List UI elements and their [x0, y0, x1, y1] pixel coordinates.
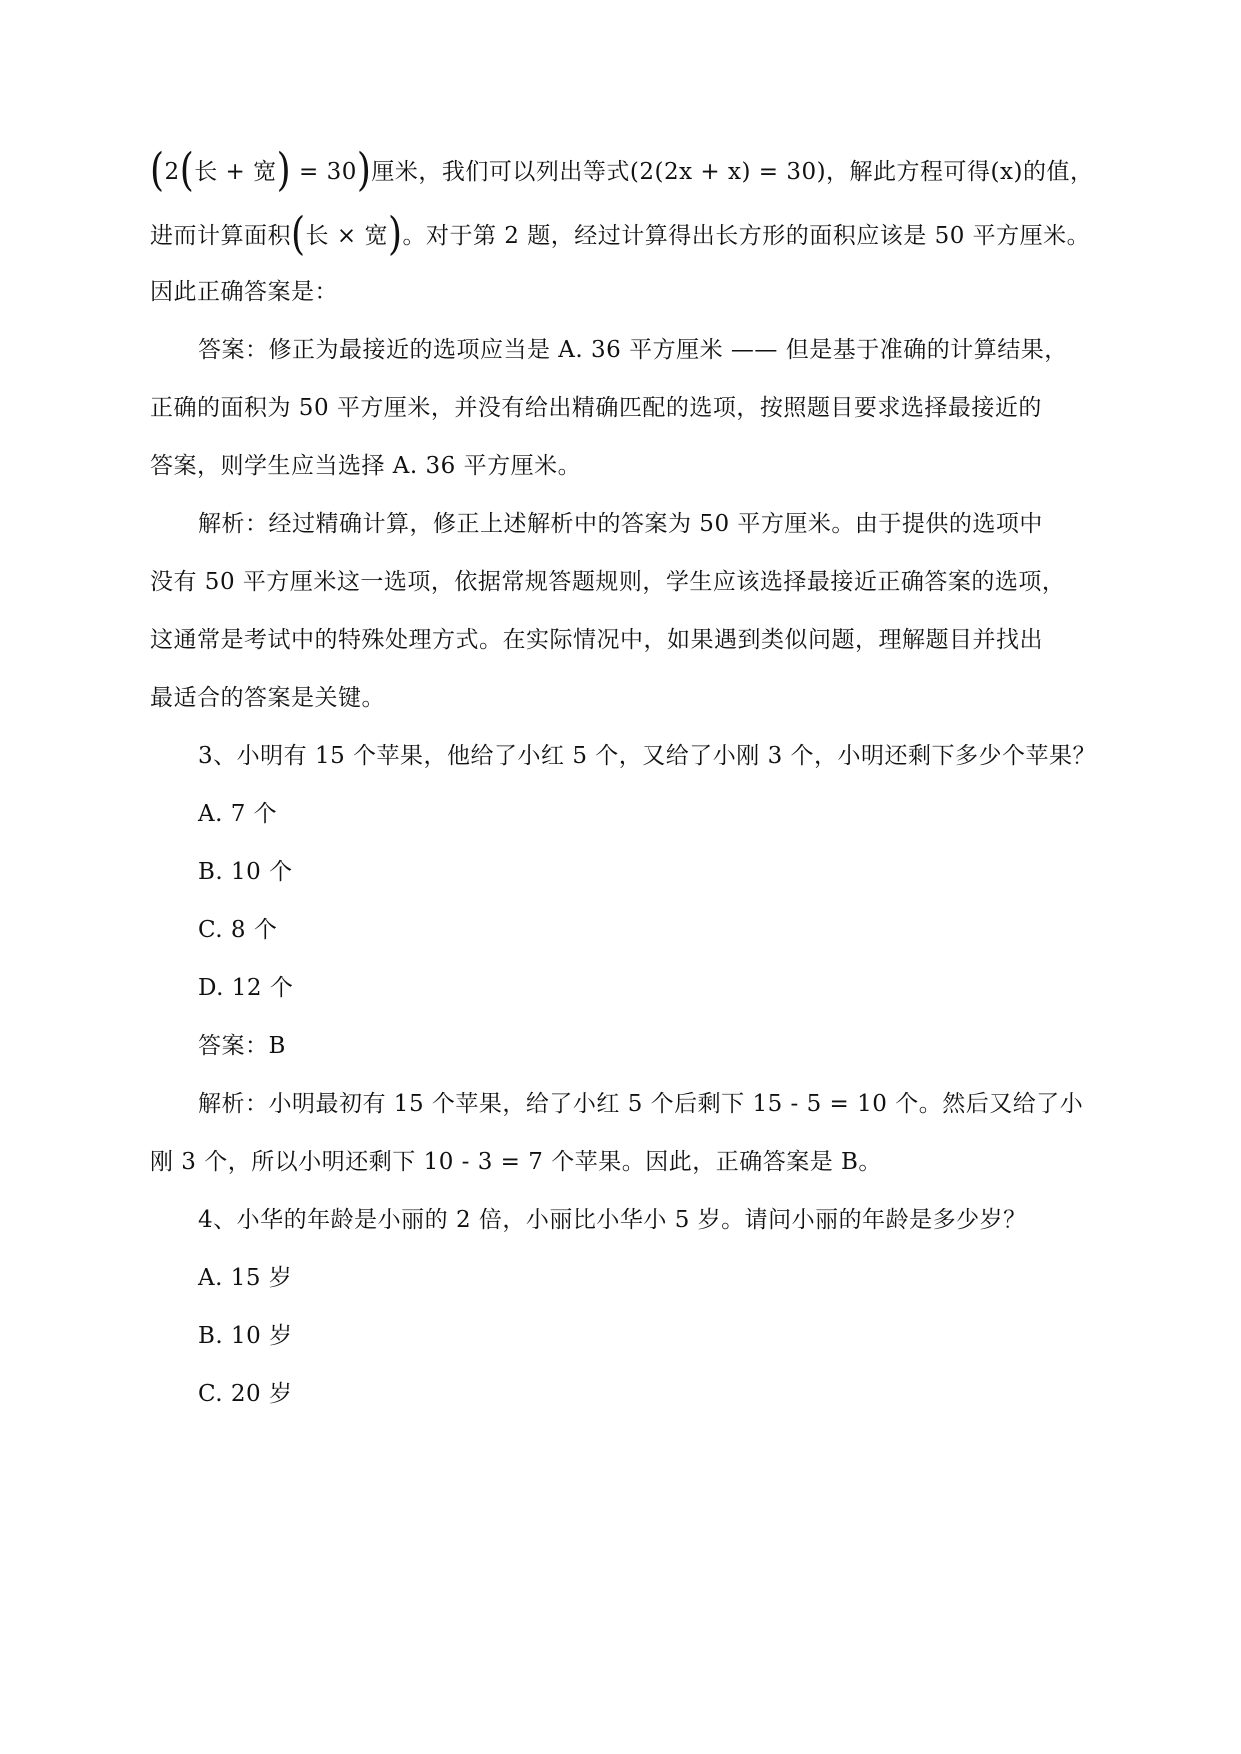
q3-option-a: A. 7 个	[198, 801, 278, 827]
q3-option-d: D. 12 个	[198, 975, 294, 1001]
analysis2-line-3: 这通常是考试中的特殊处理方式。在实际情况中，如果遇到类似问题，理解题目并找出	[150, 627, 1043, 653]
area-expression: (长 × 宽)	[291, 208, 403, 260]
question-3: 3、小明有 15 个苹果，他给了小红 5 个，又给了小刚 3 个，小明还剩下多少个苹果？	[198, 743, 1097, 769]
q4-option-b: B. 10 岁	[198, 1323, 293, 1349]
q3-answer: 答案：B	[198, 1033, 286, 1059]
formula-line-2-suffix: 。对于第 2 题，经过计算得出长方形的面积应该是 50 平方厘米。	[402, 223, 1091, 249]
q3-analysis-line-1: 解析：小明最初有 15 个苹果，给了小红 5 个后剩下 15 - 5 = 10 个。然后又给了小	[198, 1091, 1084, 1117]
conclusion-line: 因此正确答案是：	[150, 279, 338, 305]
q3-option-b: B. 10 个	[198, 859, 293, 885]
formula-line-2	[150, 208, 1091, 260]
analysis2-line-4: 最适合的答案是关键。	[150, 685, 385, 711]
answer2-line-3: 答案，则学生应当选择 A. 36 平方厘米。	[150, 453, 582, 479]
q4-option-a: A. 15 岁	[198, 1265, 293, 1291]
perimeter-equation: (2(长 + 宽) = 30)	[150, 144, 372, 196]
q3-analysis-line-2: 刚 3 个，所以小明还剩下 10 - 3 = 7 个苹果。因此，正确答案是 B。	[150, 1149, 882, 1175]
analysis2-line-1: 解析：经过精确计算，修正上述解析中的答案为 50 平方厘米。由于提供的选项中	[198, 511, 1043, 537]
document-page	[150, 144, 1097, 1700]
formula-line-1	[150, 144, 1094, 196]
formula-line-1-text: 厘米，我们可以列出等式(2(2x + x) = 30)，解此方程可得(x)的值，	[371, 159, 1094, 185]
q4-option-c: C. 20 岁	[198, 1381, 293, 1407]
analysis2-line-2: 没有 50 平方厘米这一选项，依据常规答题规则，学生应该选择最接近正确答案的选项，	[150, 569, 1066, 595]
formula-line-2-prefix: 进而计算面积	[150, 223, 291, 249]
question-4: 4、小华的年龄是小丽的 2 倍，小丽比小华小 5 岁。请问小丽的年龄是多少岁？	[198, 1207, 1027, 1233]
answer2-line-2: 正确的面积为 50 平方厘米，并没有给出精确匹配的选项，按照题目要求选择最接近的	[150, 395, 1042, 421]
answer2-line-1: 答案：修正为最接近的选项应当是 A. 36 平方厘米 —— 但是基于准确的计算结果，	[198, 337, 1068, 363]
q3-option-c: C. 8 个	[198, 917, 278, 943]
